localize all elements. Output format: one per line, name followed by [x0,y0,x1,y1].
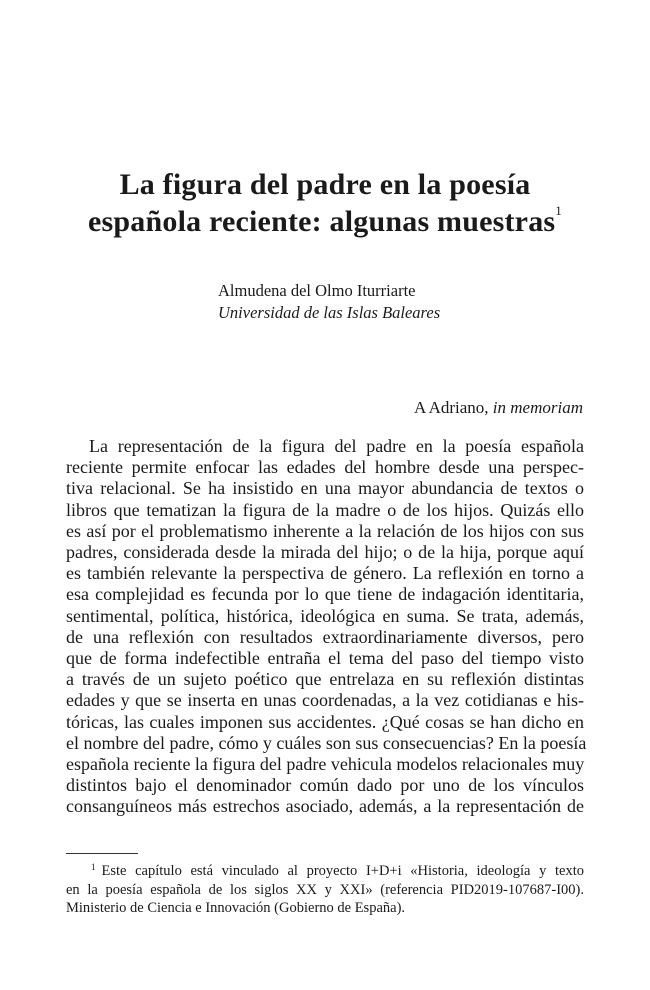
body-line: edades y que se inserta en unas coordenadas, a la vez cotidianas e his- [66,690,584,711]
chapter-title-line-2-text: española reciente: algunas muestras [88,205,556,238]
chapter-title [60,166,590,240]
title-footnote-marker: 1 [555,203,562,218]
footnote-line-1-text: Este capítulo está vinculado al proyecto I+D+i «Historia, ideología y texto [101,863,584,879]
body-line: es también relevante la perspectiva de género. La reflexión en torno a [66,563,584,584]
footnote-line-3: Ministerio de Ciencia e Innovación (Gobierno de España). [66,900,406,916]
body-line: sentimental, política, histórica, ideológica en suma. Se trata, además, [66,605,584,626]
body-line: de una reflexión con resultados extraordinariamente diversos, pero [66,626,584,647]
chapter-title-line-1: La figura del padre en la poesía [119,168,531,201]
footnote [66,862,584,918]
body-line: es así por el problematismo inherente a la relación de los hijos con sus [66,520,584,541]
footnote-line-1 [66,862,584,881]
body-line: esa complejidad es fecunda por lo que tiene de indagación identitaria, [66,584,584,605]
dedication [414,397,583,419]
body-line: libros que tematizan la figura de la madre o de los hijos. Quizás ello [66,499,584,520]
body-line: distintos bajo el denominador común dado por uno de los vínculos [66,775,584,796]
body-line: el nombre del padre, cómo y cuáles son sus consecuencias? En la poesía [66,732,587,753]
body-paragraph [66,436,587,818]
dedication-text: A Adriano, [413,398,493,417]
body-line: española reciente la figura del padre vehicula modelos relacionales muy [66,754,585,775]
footnote-marker: 1 [91,862,96,872]
body-line: padres, considerada desde la mirada del hijo; o de la hija, porque aquí [66,542,584,563]
body-line: que de forma indefectible entraña el tema del paso del tiempo visto [66,648,584,669]
body-line: La representación de la figura del padre en la poesía española [89,436,584,456]
body-line: consanguíneos más estrechos asociado, además, a la representación de [66,796,584,817]
body-line: a través de un sujeto poético que entrelaza en su reflexión distintas [66,669,584,690]
body-line: tiva relacional. Se ha insistido en una mayor abundancia de textos o [66,478,584,499]
footnote-line-2: en la poesía española de los siglos XX y XXI» (referencia PID2019-107687-I00). [66,881,584,898]
footnote-divider [66,853,138,854]
author-affiliation: Universidad de las Islas Baleares [218,303,441,322]
body-line: reciente permite enfocar las edades del hombre desde una perspec- [66,457,584,478]
body-line: tóricas, las cuales imponen sus accidentes. ¿Qué cosas se han dicho en [66,711,584,732]
dedication-italic: in memoriam [492,398,583,417]
chapter-title-line-2 [60,203,590,240]
author-block [218,280,440,324]
author-name: Almudena del Olmo Iturriarte [218,281,416,300]
